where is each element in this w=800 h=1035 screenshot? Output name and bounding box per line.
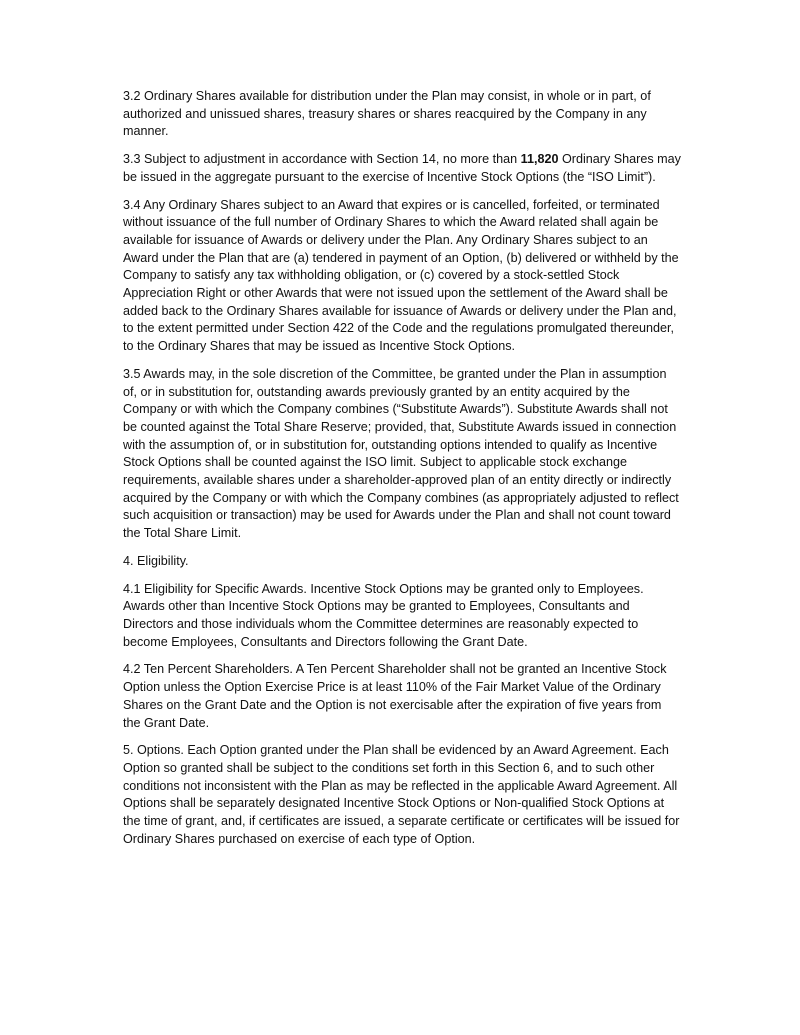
paragraph-3-4: 3.4 Any Ordinary Shares subject to an Award that expires or is cancelled, forfeited, or terminated without issuance of the full number of Ordinary Shares to which the Award related shall again be available for issuance of Awards or delivery under the Plan. Any Ordinary Shares subject to an Award under the Plan that are (a) tendered in payment of an Option, (b) delivered or withheld by the Company to satisfy any tax withholding obligation, or (c) covered by a stock-settled Stock Appreciation Right or other Awards that were not issued upon the settlement of the Award shall be added back to the Ordinary Shares available for issuance of Awards or delivery under the Plan and, to the extent permitted under Section 422 of the Code and the regulations promulgated thereunder, to the Ordinary Shares that may be issued as Incentive Stock Options.: [123, 197, 679, 354]
paragraph-5: 5. Options. Each Option granted under the Plan shall be evidenced by an Award Agreement. Each Option so granted shall be subject to the conditions set forth in this Section 6, and to such other conditions not inconsistent with the Plan as may be reflected in the applicable Award Agreement. All Options shall be separately designated Incentive Stock Options or Non-qualified Stock Options at the time of grant, and, if certificates are issued, a separate certificate or certificates will be issued for Ordinary Shares purchased on exercise of each type of Option.: [123, 743, 680, 846]
paragraph-4-1: 4.1 Eligibility for Specific Awards. Incentive Stock Options may be granted only to Employees. Awards other than Incentive Stock Options may be granted to Employees, Consultants and Directors and those individuals whom the Committee determines are reasonably expected to become Employees, Consultants and Directors following the Grant Date.: [123, 581, 644, 649]
paragraph-3-3-text-before: 3.3 Subject to adjustment in accordance with Section 14, no more than: [123, 152, 521, 167]
document-page: [123, 88, 681, 858]
paragraph-4-2: 4.2 Ten Percent Shareholders. A Ten Percent Shareholder shall not be granted an Incentive Stock Option unless the Option Exercise Price is at least 110% of the Fair Market Value of the Ordinary Shares on the Grant Date and the Option is not exercisable after the expiration of five years from the Grant Date.: [123, 662, 667, 730]
paragraph-3-3-text-after: Ordinary Shares may be issued in the aggregate pursuant to the exercise of Incentive Stock Options (the “ISO Limit”).: [123, 152, 681, 184]
paragraph-3-5: 3.5 Awards may, in the sole discretion of the Committee, be granted under the Plan in assumption of, or in substitution for, outstanding awards previously granted by an entity acquired by the Company or with which the Company combines (“Substitute Awards”). Substitute Awards shall not be counted against the Total Share Reserve; provided, that, Substitute Awards issued in connection with the assumption of, or in substitution for, outstanding options intended to qualify as Incentive Stock Options shall be counted against the ISO limit. Subject to applicable stock exchange requirements, available shares under a shareholder-approved plan of an entity directly or indirectly acquired by the Company or with which the Company combines (as appropriately adjusted to reflect such acquisition or transaction) may be used for Awards under the Plan and shall not count toward the Total Share Limit.: [123, 366, 679, 541]
paragraph-3-2: 3.2 Ordinary Shares available for distribution under the Plan may consist, in whole or in part, of authorized and unissued shares, treasury shares or shares reacquired by the Company in any manner.: [123, 89, 651, 139]
section-4-heading: 4. Eligibility.: [123, 553, 189, 568]
iso-limit-share-count: 11,820: [520, 152, 559, 167]
paragraph-3-3: [123, 151, 681, 186]
